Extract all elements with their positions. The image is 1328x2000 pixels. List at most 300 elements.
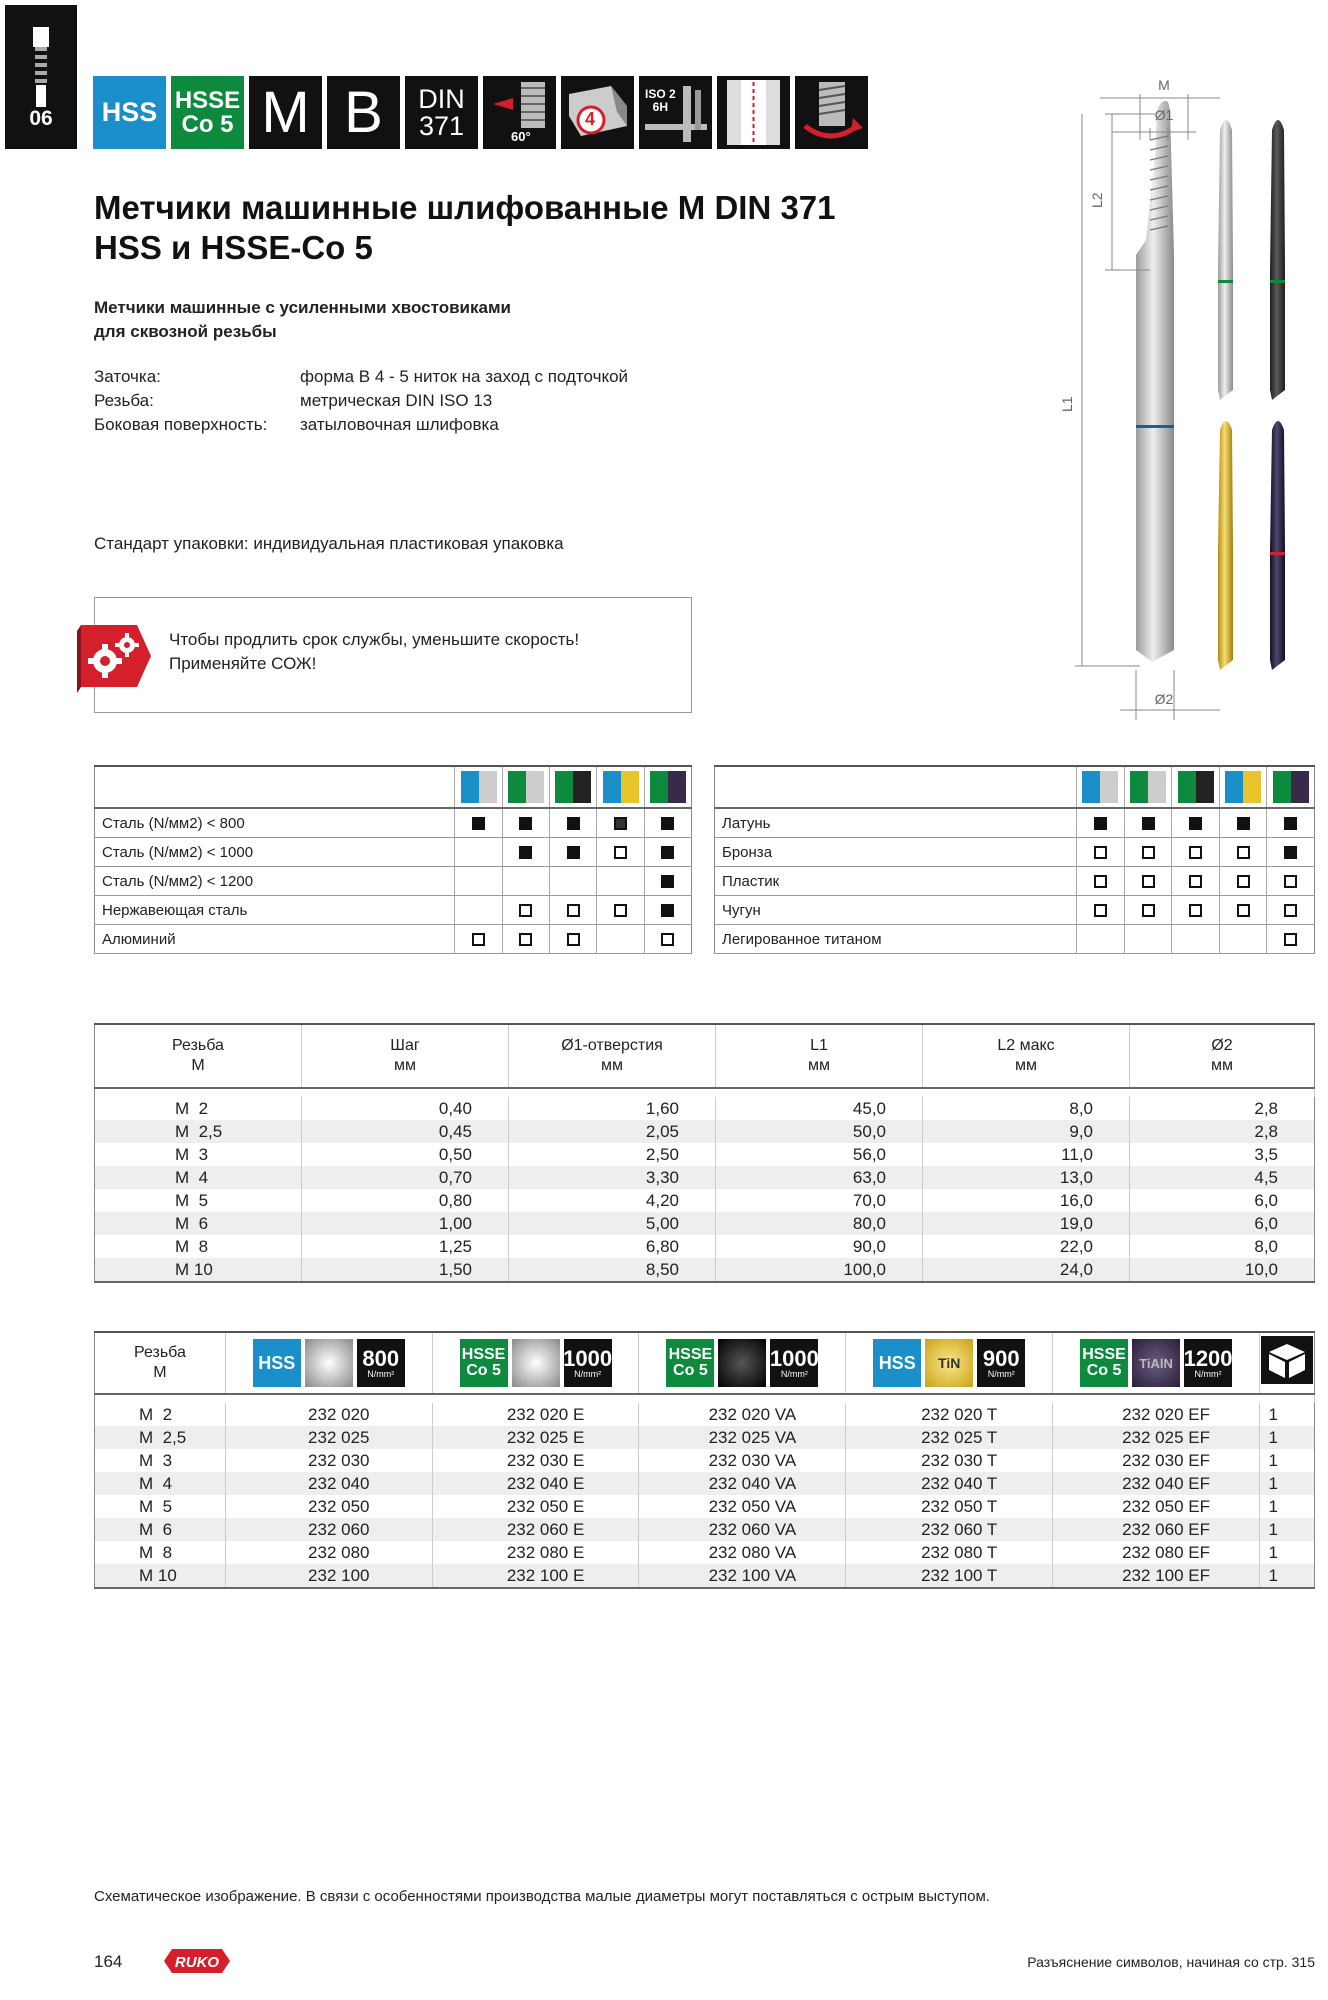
dimension-value: 63,0 xyxy=(716,1166,923,1189)
order-number: 232 030 xyxy=(225,1449,432,1472)
order-number: 232 020 VA xyxy=(639,1403,846,1426)
conditionally-suitable-mark xyxy=(1142,846,1155,859)
order-number: 232 025 xyxy=(225,1426,432,1449)
material-name: Сталь (N/мм2) < 1000 xyxy=(95,838,455,867)
col-pitch-l1: Шаг xyxy=(390,1037,420,1054)
conditionally-suitable-mark xyxy=(472,933,485,946)
strength-unit: N/mm² xyxy=(574,1368,602,1379)
dimension-value: 70,0 xyxy=(716,1189,923,1212)
dimension-value: 1,60 xyxy=(509,1097,716,1120)
dimension-value: 22,0 xyxy=(923,1235,1130,1258)
material-row xyxy=(95,925,692,954)
tin-coating-swatch: TiN xyxy=(925,1339,973,1387)
main-tap xyxy=(1136,101,1174,662)
strength-unit: N/mm² xyxy=(780,1368,808,1379)
small-tap-tin xyxy=(1218,421,1233,670)
material-row xyxy=(95,838,692,867)
page-number: 164 xyxy=(94,1952,123,1971)
material-row xyxy=(95,808,692,838)
strength-value: 800 xyxy=(362,1345,400,1371)
dimension-value: 6,80 xyxy=(509,1235,716,1258)
suitable-mark xyxy=(567,817,580,830)
material-name: Сталь (N/мм2) < 800 xyxy=(95,808,455,838)
suitability-cell xyxy=(502,925,549,954)
hsse-badge xyxy=(1080,1339,1128,1387)
order-number: 232 030 EF xyxy=(1053,1449,1260,1472)
dimension-row xyxy=(95,1097,1315,1120)
suitability-cell xyxy=(1219,838,1267,867)
suitability-cell xyxy=(597,896,644,925)
suitability-cell xyxy=(1124,925,1172,954)
material-name: Бронза xyxy=(715,838,1077,867)
chapter-number: 06 xyxy=(29,107,53,130)
material-head-row xyxy=(715,766,1315,808)
order-row xyxy=(95,1495,1315,1518)
strength-value: 900 xyxy=(982,1345,1020,1371)
gears-warning-icon xyxy=(75,617,153,695)
conditionally-suitable-mark xyxy=(1189,846,1202,859)
spec-value: форма B 4 - 5 ниток на заход с подточкой xyxy=(300,367,629,386)
dimension-value: 2,8 xyxy=(1254,1099,1278,1118)
footnote: Схематическое изображение. В связи с особенностями производства малые диаметры могут поставляться с острым выступом. xyxy=(94,1888,990,1905)
col-hss xyxy=(225,1332,432,1394)
hsse-badge-l1: HSSE xyxy=(461,1346,506,1363)
order-number: 232 050 EF xyxy=(1053,1495,1260,1518)
dimension-value: 24,0 xyxy=(923,1258,1130,1282)
spec-label: Резьба: xyxy=(94,391,154,410)
page-title xyxy=(94,188,836,268)
order-number: 232 040 T xyxy=(846,1472,1053,1495)
suitability-cell xyxy=(550,867,597,896)
strength-unit: N/mm² xyxy=(1194,1368,1222,1379)
conditionally-suitable-mark xyxy=(1237,904,1250,917)
spec-row xyxy=(94,413,628,437)
order-number: 232 025 T xyxy=(846,1426,1053,1449)
dimension-value: 90,0 xyxy=(716,1235,923,1258)
suitability-cell xyxy=(597,867,644,896)
thread-size: M 5 xyxy=(95,1495,226,1518)
thread-size: M 8 xyxy=(95,1541,226,1564)
order-number: 232 060 E xyxy=(432,1518,639,1541)
material-name: Легированное титаном xyxy=(715,925,1077,954)
material-rows-left xyxy=(95,808,692,954)
order-number: 232 030 VA xyxy=(639,1449,846,1472)
dimension-value: 50,0 xyxy=(716,1120,923,1143)
dim-d1-label: Ø1 xyxy=(1154,107,1174,123)
spec-label: Боковая поверхность: xyxy=(94,415,268,434)
suitability-cell xyxy=(1124,896,1172,925)
pack-quantity: 1 xyxy=(1268,1405,1278,1424)
conditionally-suitable-mark xyxy=(567,904,580,917)
hss-badge: HSS xyxy=(253,1339,301,1387)
note-line-2: Применяйте СОЖ! xyxy=(169,654,317,673)
badge-din-line2: 371 xyxy=(418,110,465,141)
tialn-coating-swatch: TiAlN xyxy=(1132,1339,1180,1387)
swatch-hsse-va xyxy=(1172,766,1220,808)
thread-size: M 2,5 xyxy=(95,1120,302,1143)
green-ring xyxy=(1218,280,1233,283)
order-number: 232 025 VA xyxy=(639,1426,846,1449)
chamfer-form-number: 4 xyxy=(585,109,596,129)
thread-size: M 3 xyxy=(95,1143,302,1166)
suitability-cell xyxy=(1267,838,1315,867)
suitability-cell xyxy=(455,867,502,896)
material-row xyxy=(715,808,1315,838)
col-drill-l2: мм xyxy=(601,1057,623,1074)
order-number: 232 100 EF xyxy=(1053,1564,1260,1588)
suitability-cell xyxy=(550,896,597,925)
tolerance-iso-label xyxy=(645,88,676,114)
dimension-value: 1,00 xyxy=(302,1212,509,1235)
order-number: 232 050 T xyxy=(846,1495,1053,1518)
suitable-mark xyxy=(472,817,485,830)
swatch-hsse xyxy=(1124,766,1172,808)
pack-quantity: 1 xyxy=(1260,1564,1315,1588)
dimension-value: 100,0 xyxy=(716,1258,923,1282)
suitability-cell xyxy=(455,808,502,838)
order-number: 232 030 E xyxy=(432,1449,639,1472)
col-pitch xyxy=(302,1024,509,1088)
suitability-cell xyxy=(1219,867,1267,896)
conditionally-suitable-mark xyxy=(1189,875,1202,888)
hsse-badge xyxy=(666,1339,714,1387)
dim-d2-label: Ø2 xyxy=(1154,691,1174,707)
suitability-cell xyxy=(550,808,597,838)
subtitle-line-2: для сквозной резьбы xyxy=(94,322,277,341)
strength-value: 1000 xyxy=(769,1345,819,1371)
suitability-cell xyxy=(1267,925,1315,954)
chapter-tab xyxy=(5,5,77,149)
tolerance-iso-line1: ISO 2 xyxy=(645,87,676,101)
badge-hsse-co5 xyxy=(171,76,244,149)
note-line-1: Чтобы продлить срок службы, уменьшите скорость! xyxy=(169,630,580,649)
spec-value: затыловочная шлифовка xyxy=(300,415,499,434)
conditionally-suitable-mark xyxy=(519,933,532,946)
thread-size: M 10 xyxy=(95,1564,226,1588)
thread-size: M 6 xyxy=(95,1518,226,1541)
dimension-value: 0,50 xyxy=(302,1143,509,1166)
suitable-mark xyxy=(1142,817,1155,830)
suitable-mark xyxy=(661,846,674,859)
suitability-cell xyxy=(1077,808,1125,838)
col-drill xyxy=(509,1024,716,1088)
order-number: 232 060 T xyxy=(846,1518,1053,1541)
hsse-badge-l2: Co 5 xyxy=(673,1362,708,1379)
small-tap-hsse-va xyxy=(1270,120,1285,400)
badge-metric-m: M xyxy=(249,76,322,149)
spec-row xyxy=(94,365,628,389)
col-l2-l1: L2 макс xyxy=(997,1037,1055,1054)
suitability-cell xyxy=(502,867,549,896)
material-name: Алюминий xyxy=(95,925,455,954)
service-note-text xyxy=(169,628,579,676)
pack-quantity: 1 xyxy=(1260,1426,1315,1449)
order-rows xyxy=(95,1394,1315,1588)
dimension-value: 0,40 xyxy=(302,1097,509,1120)
tap-dimension-drawing xyxy=(1040,70,1325,720)
thread-size: M 5 xyxy=(95,1189,302,1212)
dimension-row xyxy=(95,1166,1315,1189)
pack-quantity: 1 xyxy=(1268,1543,1278,1562)
badge-form-b: B xyxy=(327,76,400,149)
dimension-value: 0,45 xyxy=(302,1120,509,1143)
suitability-cell xyxy=(644,896,691,925)
chamfer-form-icon xyxy=(561,76,634,149)
conditionally-suitable-mark xyxy=(1142,904,1155,917)
red-ring xyxy=(1270,552,1285,555)
spec-list xyxy=(94,365,628,437)
dimension-value: 80,0 xyxy=(716,1212,923,1235)
conditionally-suitable-mark xyxy=(1094,875,1107,888)
col-d2 xyxy=(1130,1024,1315,1088)
conditionally-suitable-mark xyxy=(1284,904,1297,917)
suitability-cell xyxy=(1219,925,1267,954)
dimension-rows xyxy=(95,1088,1315,1282)
suitable-mark xyxy=(1189,817,1202,830)
conditionally-suitable-mark xyxy=(1094,904,1107,917)
col-l1-l2: мм xyxy=(808,1057,830,1074)
col-hsse-va xyxy=(639,1332,846,1394)
spec-label: Заточка: xyxy=(94,367,161,386)
order-row xyxy=(95,1541,1315,1564)
col-pitch-l2: мм xyxy=(394,1057,416,1074)
dimension-value: 8,0 xyxy=(1254,1237,1278,1256)
badge-hss: HSS xyxy=(93,76,166,149)
thread-size: M 2 xyxy=(95,1403,226,1426)
col-tialn xyxy=(1053,1332,1260,1394)
order-number-table xyxy=(94,1331,1315,1589)
dimension-value: 4,20 xyxy=(509,1189,716,1212)
strength-badge xyxy=(770,1339,818,1387)
material-name: Сталь (N/мм2) < 1200 xyxy=(95,867,455,896)
title-line-2: HSS и HSSE-Co 5 xyxy=(94,229,373,266)
suitability-cell xyxy=(550,925,597,954)
col-tin xyxy=(846,1332,1053,1394)
dim-l2-label: L2 xyxy=(1089,192,1105,208)
dimension-value: 2,05 xyxy=(509,1120,716,1143)
order-number: 232 020 EF xyxy=(1053,1403,1260,1426)
suitability-cell xyxy=(644,867,691,896)
suitability-cell xyxy=(1267,808,1315,838)
suitable-mark xyxy=(661,875,674,888)
conditionally-suitable-mark xyxy=(661,933,674,946)
dimension-row xyxy=(95,1143,1315,1166)
suitable-mark xyxy=(1284,846,1297,859)
dimension-value: 8,50 xyxy=(509,1258,716,1282)
hsse-badge-l2: Co 5 xyxy=(1086,1362,1122,1379)
dimension-value: 11,0 xyxy=(923,1143,1130,1166)
order-row xyxy=(95,1518,1315,1541)
strength-badge xyxy=(357,1339,405,1387)
conditionally-suitable-mark xyxy=(1284,875,1297,888)
dimension-value: 13,0 xyxy=(923,1166,1130,1189)
suitable-mark xyxy=(519,846,532,859)
material-name: Латунь xyxy=(715,808,1077,838)
suitability-cell xyxy=(455,896,502,925)
suitable-mark xyxy=(661,817,674,830)
suitability-cell xyxy=(1172,808,1220,838)
order-number: 232 025 EF xyxy=(1053,1426,1260,1449)
suitability-cell xyxy=(455,925,502,954)
small-tap-tialn xyxy=(1270,421,1285,670)
conditionally-suitable-mark xyxy=(1142,875,1155,888)
material-row xyxy=(715,838,1315,867)
dimension-value: 0,70 xyxy=(302,1166,509,1189)
strength-value: 1200 xyxy=(1183,1345,1233,1371)
dimension-value: 9,0 xyxy=(923,1120,1130,1143)
hsse-badge xyxy=(460,1339,508,1387)
bright-finish-swatch xyxy=(512,1339,560,1387)
suitability-cell xyxy=(1077,896,1125,925)
dimension-row xyxy=(95,1235,1315,1258)
material-head-row xyxy=(95,766,692,808)
col-hsse xyxy=(432,1332,639,1394)
order-number: 232 020 T xyxy=(846,1403,1053,1426)
dimension-table xyxy=(94,1023,1315,1283)
suitability-cell xyxy=(644,838,691,867)
suitable-mark xyxy=(1094,817,1107,830)
conditionally-suitable-mark xyxy=(614,904,627,917)
swatch-hss xyxy=(1077,766,1125,808)
dim-m-label: M xyxy=(1158,77,1170,93)
dimension-value: 4,5 xyxy=(1130,1166,1315,1189)
conditionally-suitable-mark xyxy=(519,904,532,917)
swatch-hss xyxy=(455,766,502,808)
suitability-cell xyxy=(502,896,549,925)
dimension-value: 1,25 xyxy=(302,1235,509,1258)
order-number: 232 100 E xyxy=(432,1564,639,1588)
order-row xyxy=(95,1449,1315,1472)
order-number: 232 040 xyxy=(225,1472,432,1495)
order-number: 232 050 E xyxy=(432,1495,639,1518)
order-number: 232 040 VA xyxy=(639,1472,846,1495)
order-row xyxy=(95,1472,1315,1495)
suitability-cell xyxy=(502,838,549,867)
suitability-cell xyxy=(502,808,549,838)
suitability-cell xyxy=(1172,867,1220,896)
suitability-cell xyxy=(1077,838,1125,867)
material-row xyxy=(715,867,1315,896)
material-name: Пластик xyxy=(715,867,1077,896)
order-header-row xyxy=(95,1332,1315,1394)
suitable-mark xyxy=(567,846,580,859)
packaging-standard: Стандарт упаковки: индивидуальная пластиковая упаковка xyxy=(94,534,564,553)
hss-badge: HSS xyxy=(873,1339,921,1387)
swatch-tin xyxy=(597,766,644,808)
col-pack-qty xyxy=(1260,1332,1315,1394)
pack-quantity: 1 xyxy=(1260,1518,1315,1541)
order-number: 232 030 T xyxy=(846,1449,1053,1472)
dimension-value: 3,30 xyxy=(509,1166,716,1189)
dimension-value: 1,50 xyxy=(302,1258,509,1282)
order-number: 232 080 VA xyxy=(639,1541,846,1564)
conditionally-suitable-mark xyxy=(567,933,580,946)
order-row xyxy=(95,1426,1315,1449)
strength-badge xyxy=(564,1339,612,1387)
property-badges xyxy=(93,76,868,149)
suitability-cell xyxy=(1124,867,1172,896)
col-drill-l1: Ø1-отверстия xyxy=(561,1037,663,1054)
badge-hsse-line2: Co 5 xyxy=(181,110,234,138)
suitability-cell xyxy=(597,838,644,867)
thread-size: M 2 xyxy=(95,1097,302,1120)
thread-size: M 10 xyxy=(95,1258,302,1282)
dimension-value: 6,0 xyxy=(1254,1191,1278,1210)
dimension-value: 10,0 xyxy=(1130,1258,1315,1282)
suitability-cell xyxy=(1124,808,1172,838)
suitable-mark xyxy=(661,904,674,917)
swatch-hsse xyxy=(502,766,549,808)
material-name: Чугун xyxy=(715,896,1077,925)
order-row xyxy=(95,1564,1315,1588)
thread-angle-icon xyxy=(483,76,556,149)
hsse-badge-l1: HSSE xyxy=(1082,1346,1126,1363)
dimension-row xyxy=(95,1258,1315,1282)
dimension-value: 56,0 xyxy=(716,1143,923,1166)
thread-size: M 4 xyxy=(95,1166,302,1189)
suitability-cell xyxy=(1267,896,1315,925)
suitable-mark xyxy=(519,817,532,830)
dimension-value: 2,8 xyxy=(1130,1120,1315,1143)
order-number: 232 080 T xyxy=(846,1541,1053,1564)
swatch-tialn xyxy=(1267,766,1315,808)
suitability-cell xyxy=(1172,925,1220,954)
suitability-cell xyxy=(1219,896,1267,925)
order-number: 232 040 EF xyxy=(1053,1472,1260,1495)
conditionally-suitable-mark xyxy=(1284,933,1297,946)
order-number: 232 050 xyxy=(225,1495,432,1518)
bright-finish-swatch xyxy=(305,1339,353,1387)
hsse-badge-l2: Co 5 xyxy=(466,1362,501,1379)
dimension-header-row xyxy=(95,1024,1315,1088)
title-line-1: Метчики машинные шлифованные M DIN 371 xyxy=(94,189,836,226)
order-number: 232 060 EF xyxy=(1053,1518,1260,1541)
subtitle xyxy=(94,296,511,344)
order-number: 232 020 xyxy=(225,1403,432,1426)
badge-din-line1: DIN xyxy=(418,83,465,114)
dim-l1-label: L1 xyxy=(1059,396,1075,412)
suitability-cell xyxy=(1267,867,1315,896)
small-tap-hsse xyxy=(1218,120,1233,400)
suitable-mark xyxy=(1237,817,1250,830)
strength-value: 1000 xyxy=(563,1345,613,1371)
dimension-value: 6,0 xyxy=(1130,1212,1315,1235)
dimension-value: 5,00 xyxy=(509,1212,716,1235)
ruko-logo-text: RUKO xyxy=(174,1954,220,1971)
conditionally-suitable-mark xyxy=(614,846,627,859)
suitability-cell xyxy=(1172,838,1220,867)
strength-unit: N/mm² xyxy=(987,1368,1015,1379)
col-l1 xyxy=(716,1024,923,1088)
thread-size: M 2,5 xyxy=(95,1426,226,1449)
col-thread xyxy=(95,1332,226,1394)
material-row xyxy=(715,925,1315,954)
service-note-box xyxy=(94,597,692,713)
order-number: 232 060 xyxy=(225,1518,432,1541)
thread-angle-label: 60° xyxy=(511,129,531,144)
dimension-value: 0,80 xyxy=(302,1189,509,1212)
thread-size: M 4 xyxy=(95,1472,226,1495)
symbols-reference: Разъяснение символов, начиная со стр. 315 xyxy=(1027,1954,1315,1970)
blue-ring xyxy=(1136,425,1174,428)
suitability-cell xyxy=(644,925,691,954)
package-box-icon xyxy=(1261,1336,1313,1384)
col-d2-l2: мм xyxy=(1211,1057,1233,1074)
col-l2-l2: мм xyxy=(1015,1057,1037,1074)
material-rows-right xyxy=(715,808,1315,954)
ruko-logo xyxy=(160,1946,234,1976)
col-d2-l1: Ø2 xyxy=(1211,1037,1233,1054)
